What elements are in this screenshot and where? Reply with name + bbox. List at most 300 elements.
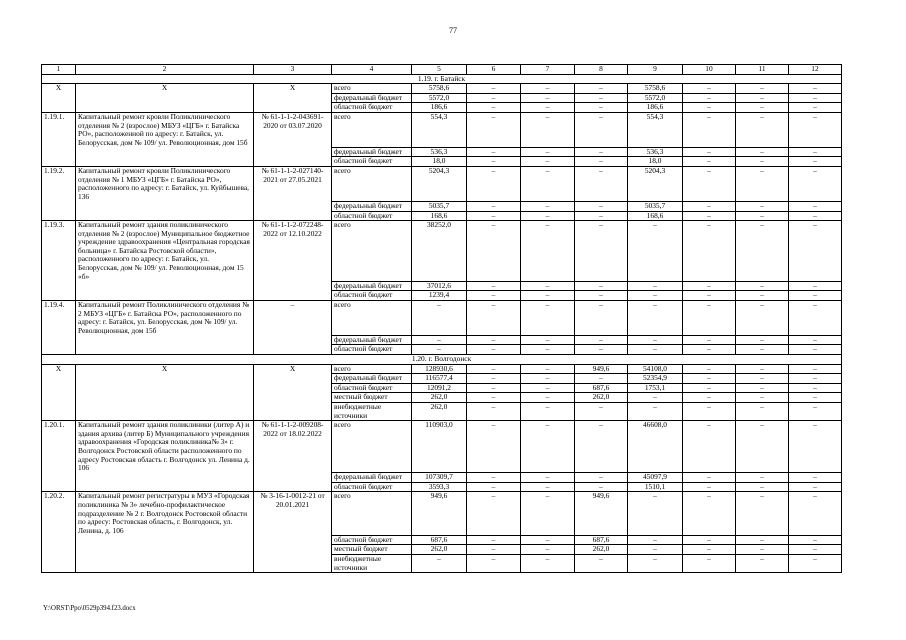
value-cell: – (789, 221, 842, 282)
value-cell: – (736, 345, 789, 355)
value-cell: 38252,0 (412, 221, 467, 282)
funding-source: федеральный бюджет (332, 281, 412, 291)
column-header-4: 4 (332, 65, 412, 75)
value-cell: – (789, 167, 842, 202)
value-cell: 5204,3 (412, 167, 467, 202)
value-cell: – (789, 211, 842, 221)
approval-document (254, 545, 332, 555)
value-cell: – (683, 112, 736, 147)
value-cell: – (789, 335, 842, 345)
funding-source: областной бюджет (332, 157, 412, 167)
value-cell: – (575, 147, 628, 157)
value-cell: – (683, 421, 736, 473)
table-row (42, 221, 842, 282)
item-number: 1.19.4. (42, 300, 76, 335)
column-header-1: 1 (42, 65, 76, 75)
value-cell: – (789, 157, 842, 167)
value-cell: – (467, 345, 521, 355)
approval-document (254, 93, 332, 103)
value-cell: – (575, 157, 628, 167)
item-name (76, 291, 254, 301)
value-cell: 687,6 (575, 383, 628, 393)
funding-source: федеральный бюджет (332, 147, 412, 157)
approval-document (254, 482, 332, 492)
value-cell: – (683, 93, 736, 103)
item-name (76, 374, 254, 384)
value-cell: – (628, 555, 683, 573)
value-cell: 1753,1 (628, 383, 683, 393)
funding-source: всего (332, 421, 412, 473)
value-cell: 5035,7 (412, 201, 467, 211)
funding-source: местный бюджет (332, 393, 412, 403)
value-cell: – (575, 402, 628, 420)
value-cell: – (789, 112, 842, 147)
value-cell: – (683, 167, 736, 202)
item-name (76, 482, 254, 492)
value-cell: – (789, 201, 842, 211)
value-cell: – (467, 93, 521, 103)
funding-source: всего (332, 492, 412, 535)
item-number: 1.19.2. (42, 167, 76, 202)
column-header-11: 11 (736, 65, 789, 75)
value-cell: – (683, 345, 736, 355)
item-number (42, 103, 76, 113)
value-cell: – (736, 112, 789, 147)
value-cell: – (575, 300, 628, 335)
value-cell: – (789, 291, 842, 301)
value-cell: – (575, 335, 628, 345)
value-cell: 5758,6 (628, 84, 683, 94)
value-cell: – (575, 421, 628, 473)
item-name (76, 402, 254, 420)
value-cell: – (789, 383, 842, 393)
value-cell: – (521, 167, 575, 202)
section-title: 1.20. г. Волгодонск (42, 355, 842, 365)
value-cell: 949,6 (575, 492, 628, 535)
value-cell: – (521, 473, 575, 483)
value-cell: – (575, 555, 628, 573)
value-cell: – (467, 393, 521, 403)
table-row (42, 482, 842, 492)
value-cell: 3593,3 (412, 482, 467, 492)
item-number (42, 93, 76, 103)
value-cell: – (736, 383, 789, 393)
value-cell: – (467, 300, 521, 335)
funding-source: внебюджетные источники (332, 555, 412, 573)
section-row (42, 355, 842, 365)
value-cell: 186,6 (628, 103, 683, 113)
value-cell: – (683, 103, 736, 113)
value-cell: – (467, 167, 521, 202)
value-cell: – (467, 201, 521, 211)
item-number (42, 157, 76, 167)
value-cell: – (521, 84, 575, 94)
value-cell: – (789, 393, 842, 403)
approval-document (254, 281, 332, 291)
value-cell: 1239,4 (412, 291, 467, 301)
value-cell: – (521, 221, 575, 282)
file-path-footer: Y:\ORST\Ppo\0529p394.f23.docx (43, 605, 136, 612)
value-cell: – (683, 374, 736, 384)
item-name: Капитальный ремонт регистратуры в МУЗ «Городская поликлиника № 3» лечебно-профилактическое подразделение № 2 г. Волгодонск Ростовской области по адресу: Ростовская область, г. Волгодонск, ул. Ленина, д. 106 (76, 492, 254, 535)
table-row (42, 201, 842, 211)
value-cell: – (467, 211, 521, 221)
approval-document (254, 103, 332, 113)
value-cell: 5758,6 (412, 84, 467, 94)
value-cell: 168,6 (628, 211, 683, 221)
value-cell: 1510,1 (628, 482, 683, 492)
value-cell: – (736, 84, 789, 94)
value-cell: – (683, 364, 736, 374)
value-cell: – (628, 535, 683, 545)
value-cell: – (467, 555, 521, 573)
value-cell: – (736, 473, 789, 483)
value-cell: 110903,0 (412, 421, 467, 473)
item-number (42, 374, 76, 384)
item-number (42, 345, 76, 355)
value-cell: 18,0 (412, 157, 467, 167)
funding-source: федеральный бюджет (332, 201, 412, 211)
value-cell: – (736, 492, 789, 535)
value-cell: – (789, 492, 842, 535)
item-name (76, 103, 254, 113)
value-cell: – (736, 374, 789, 384)
item-number: 1.19.3. (42, 221, 76, 282)
value-cell: – (521, 492, 575, 535)
value-cell: – (575, 167, 628, 202)
funding-source: федеральный бюджет (332, 335, 412, 345)
value-cell: – (467, 482, 521, 492)
value-cell: – (575, 112, 628, 147)
value-cell: – (467, 383, 521, 393)
value-cell: – (521, 281, 575, 291)
value-cell: – (789, 374, 842, 384)
value-cell: – (683, 147, 736, 157)
value-cell: 262,0 (412, 545, 467, 555)
item-name (76, 393, 254, 403)
value-cell: – (467, 545, 521, 555)
value-cell: 5204,3 (628, 167, 683, 202)
approval-document: Х (254, 364, 332, 374)
funding-source: областной бюджет (332, 103, 412, 113)
item-name (76, 281, 254, 291)
value-cell: – (521, 93, 575, 103)
value-cell: 12091,2 (412, 383, 467, 393)
funding-source: федеральный бюджет (332, 473, 412, 483)
value-cell: – (736, 103, 789, 113)
funding-source: областной бюджет (332, 535, 412, 545)
value-cell: 18,0 (628, 157, 683, 167)
value-cell: – (467, 221, 521, 282)
value-cell: – (521, 545, 575, 555)
value-cell: – (575, 291, 628, 301)
item-name (76, 383, 254, 393)
column-header-10: 10 (683, 65, 736, 75)
table-row (42, 93, 842, 103)
table-row (42, 211, 842, 221)
value-cell: 949,6 (412, 492, 467, 535)
table-row (42, 345, 842, 355)
value-cell: – (467, 157, 521, 167)
value-cell: – (412, 555, 467, 573)
table-row (42, 300, 842, 335)
item-number (42, 473, 76, 483)
value-cell: – (789, 545, 842, 555)
value-cell: 262,0 (575, 393, 628, 403)
funding-source: областной бюджет (332, 345, 412, 355)
value-cell: 687,6 (412, 535, 467, 545)
value-cell: – (736, 291, 789, 301)
value-cell: – (789, 300, 842, 335)
value-cell: 687,6 (575, 535, 628, 545)
item-name (76, 555, 254, 573)
table-row (42, 555, 842, 573)
funding-source: всего (332, 364, 412, 374)
value-cell: – (736, 167, 789, 202)
item-number (42, 535, 76, 545)
value-cell: – (628, 402, 683, 420)
item-name (76, 211, 254, 221)
value-cell: – (683, 482, 736, 492)
value-cell: – (736, 364, 789, 374)
value-cell: – (628, 393, 683, 403)
page-number: 77 (449, 26, 457, 35)
value-cell: 262,0 (575, 545, 628, 555)
value-cell: – (628, 545, 683, 555)
funding-source: всего (332, 112, 412, 147)
item-number: 1.20.1. (42, 421, 76, 473)
approval-document (254, 291, 332, 301)
value-cell: – (736, 421, 789, 473)
value-cell: – (683, 335, 736, 345)
value-cell: – (683, 300, 736, 335)
value-cell: – (521, 112, 575, 147)
value-cell: – (683, 157, 736, 167)
item-name (76, 157, 254, 167)
value-cell: – (789, 147, 842, 157)
value-cell: – (683, 281, 736, 291)
approval-document (254, 473, 332, 483)
item-number (42, 211, 76, 221)
value-cell: – (467, 535, 521, 545)
approval-document (254, 211, 332, 221)
approval-document (254, 147, 332, 157)
column-header-6: 6 (467, 65, 521, 75)
approval-document (254, 335, 332, 345)
column-header-3: 3 (254, 65, 332, 75)
value-cell: – (521, 482, 575, 492)
value-cell: – (789, 555, 842, 573)
table-row (42, 492, 842, 535)
section-row (42, 74, 842, 84)
value-cell: – (736, 211, 789, 221)
value-cell: 45097,9 (628, 473, 683, 483)
value-cell: – (683, 402, 736, 420)
value-cell: 536,3 (412, 147, 467, 157)
value-cell: – (736, 221, 789, 282)
value-cell: – (736, 201, 789, 211)
column-header-12: 12 (789, 65, 842, 75)
section-title: 1.19. г. Батайск (42, 74, 842, 84)
item-number (42, 393, 76, 403)
item-number (42, 482, 76, 492)
value-cell: 54108,0 (628, 364, 683, 374)
value-cell: – (683, 545, 736, 555)
value-cell: – (736, 402, 789, 420)
column-header-9: 9 (628, 65, 683, 75)
value-cell: – (521, 157, 575, 167)
table-row (42, 84, 842, 94)
item-number: 1.19.1. (42, 112, 76, 147)
funding-source: внебюджетные источники (332, 402, 412, 420)
funding-source: федеральный бюджет (332, 93, 412, 103)
value-cell: – (412, 335, 467, 345)
item-name (76, 201, 254, 211)
value-cell: 949,6 (575, 364, 628, 374)
table-row (42, 112, 842, 147)
value-cell: – (521, 393, 575, 403)
table-row (42, 147, 842, 157)
table-row (42, 291, 842, 301)
value-cell: 554,3 (628, 112, 683, 147)
funding-source: всего (332, 84, 412, 94)
approval-document (254, 555, 332, 573)
approval-document: Х (254, 84, 332, 94)
value-cell: 5572,0 (628, 93, 683, 103)
item-name: Х (76, 84, 254, 94)
value-cell: – (521, 535, 575, 545)
value-cell: – (467, 421, 521, 473)
value-cell: – (736, 482, 789, 492)
value-cell: – (789, 364, 842, 374)
value-cell: – (521, 374, 575, 384)
item-name (76, 473, 254, 483)
value-cell: 46608,0 (628, 421, 683, 473)
value-cell: – (789, 535, 842, 545)
value-cell: – (521, 103, 575, 113)
value-cell: – (575, 374, 628, 384)
approval-document (254, 201, 332, 211)
table-row (42, 374, 842, 384)
item-number (42, 291, 76, 301)
item-number (42, 201, 76, 211)
value-cell: – (789, 93, 842, 103)
item-number (42, 555, 76, 573)
value-cell: – (575, 482, 628, 492)
item-name: Капитальный ремонт Поликлинического отделения № 2 МБУЗ «ЦГБ» г. Батайска РО», расположенного по адресу: г. Батайск, ул. Белорусская, дом № 109/ ул. Революционная, дом 15б (76, 300, 254, 335)
item-number: 1.20.2. (42, 492, 76, 535)
value-cell: – (521, 555, 575, 573)
value-cell: 5035,7 (628, 201, 683, 211)
value-cell: 107309,7 (412, 473, 467, 483)
item-number (42, 402, 76, 420)
value-cell: – (467, 84, 521, 94)
item-name: Капитальный ремонт здания поликлиники (литер А) и здания архива (литер Б) Муниципального учреждения здравоохранения «Городская поликлиника№ 3» г. Волгодонск Ростовской области расположенного по адресу Ростовская область г. Волгодонск ул. Ленина д. 106 (76, 421, 254, 473)
value-cell: – (467, 291, 521, 301)
item-name: Х (76, 364, 254, 374)
value-cell: – (683, 221, 736, 282)
value-cell: – (467, 112, 521, 147)
value-cell: 37012,6 (412, 281, 467, 291)
value-cell: – (521, 211, 575, 221)
value-cell: – (412, 345, 467, 355)
value-cell: – (467, 492, 521, 535)
value-cell: – (575, 103, 628, 113)
item-number (42, 335, 76, 345)
item-name: Капитальный ремонт здания поликлинического отделения № 2 (взрослое) Муниципальное бюджетное учреждение здравоохранения «Центральная городская больница» г. Батайска Ростовской области», расположенного по адресу: г. Батайск, ул. Белорусская, дом № 109/ ул. Революционная, дом 15 «б» (76, 221, 254, 282)
value-cell: – (736, 393, 789, 403)
value-cell: 168,6 (412, 211, 467, 221)
value-cell: – (789, 84, 842, 94)
value-cell: 262,0 (412, 402, 467, 420)
value-cell: 5572,0 (412, 93, 467, 103)
item-name (76, 535, 254, 545)
value-cell: – (575, 93, 628, 103)
value-cell: – (789, 281, 842, 291)
value-cell: – (628, 335, 683, 345)
table-row (42, 473, 842, 483)
value-cell: – (521, 364, 575, 374)
item-name: Капитальный ремонт кровли Поликлинического отделения № 2 (взрослое) МБУЗ «ЦГБ» г. Батайска РО», расположенной по адресу: г. Батайск, ул. Белорусская, дом № 109/ ул. Революционная, дом 15б (76, 112, 254, 147)
table-row (42, 393, 842, 403)
approval-document: № 61-1-1-2-043691-2020 от 03.07.2020 (254, 112, 332, 147)
value-cell: – (683, 84, 736, 94)
item-number (42, 147, 76, 157)
approval-document: № 3-16-1-0012-21 от 20.01.2021 (254, 492, 332, 535)
approval-document (254, 402, 332, 420)
value-cell: – (683, 211, 736, 221)
approval-document (254, 157, 332, 167)
funding-source: всего (332, 221, 412, 282)
value-cell: – (628, 300, 683, 335)
item-number (42, 545, 76, 555)
value-cell: – (683, 473, 736, 483)
funding-source: местный бюджет (332, 545, 412, 555)
value-cell: 536,3 (628, 147, 683, 157)
value-cell: – (467, 281, 521, 291)
value-cell: – (736, 335, 789, 345)
value-cell: – (521, 335, 575, 345)
column-header-5: 5 (412, 65, 467, 75)
value-cell: – (736, 147, 789, 157)
table-row (42, 421, 842, 473)
funding-source: областной бюджет (332, 291, 412, 301)
table-row (42, 545, 842, 555)
value-cell: – (736, 535, 789, 545)
item-name (76, 335, 254, 345)
value-cell: – (683, 492, 736, 535)
value-cell: – (736, 555, 789, 573)
item-number: Х (42, 364, 76, 374)
value-cell: – (521, 201, 575, 211)
value-cell: – (467, 374, 521, 384)
funding-source: всего (332, 167, 412, 202)
value-cell: – (736, 545, 789, 555)
value-cell: – (683, 393, 736, 403)
approval-document (254, 345, 332, 355)
value-cell: – (736, 93, 789, 103)
value-cell: – (789, 473, 842, 483)
value-cell: – (575, 345, 628, 355)
approval-document: № 61-1-1-2-027140-2021 от 27.05.2021 (254, 167, 332, 202)
value-cell: – (789, 421, 842, 473)
value-cell: 262,0 (412, 393, 467, 403)
value-cell: 186,6 (412, 103, 467, 113)
item-number (42, 281, 76, 291)
value-cell: 116577,4 (412, 374, 467, 384)
table-row (42, 157, 842, 167)
value-cell: – (575, 201, 628, 211)
